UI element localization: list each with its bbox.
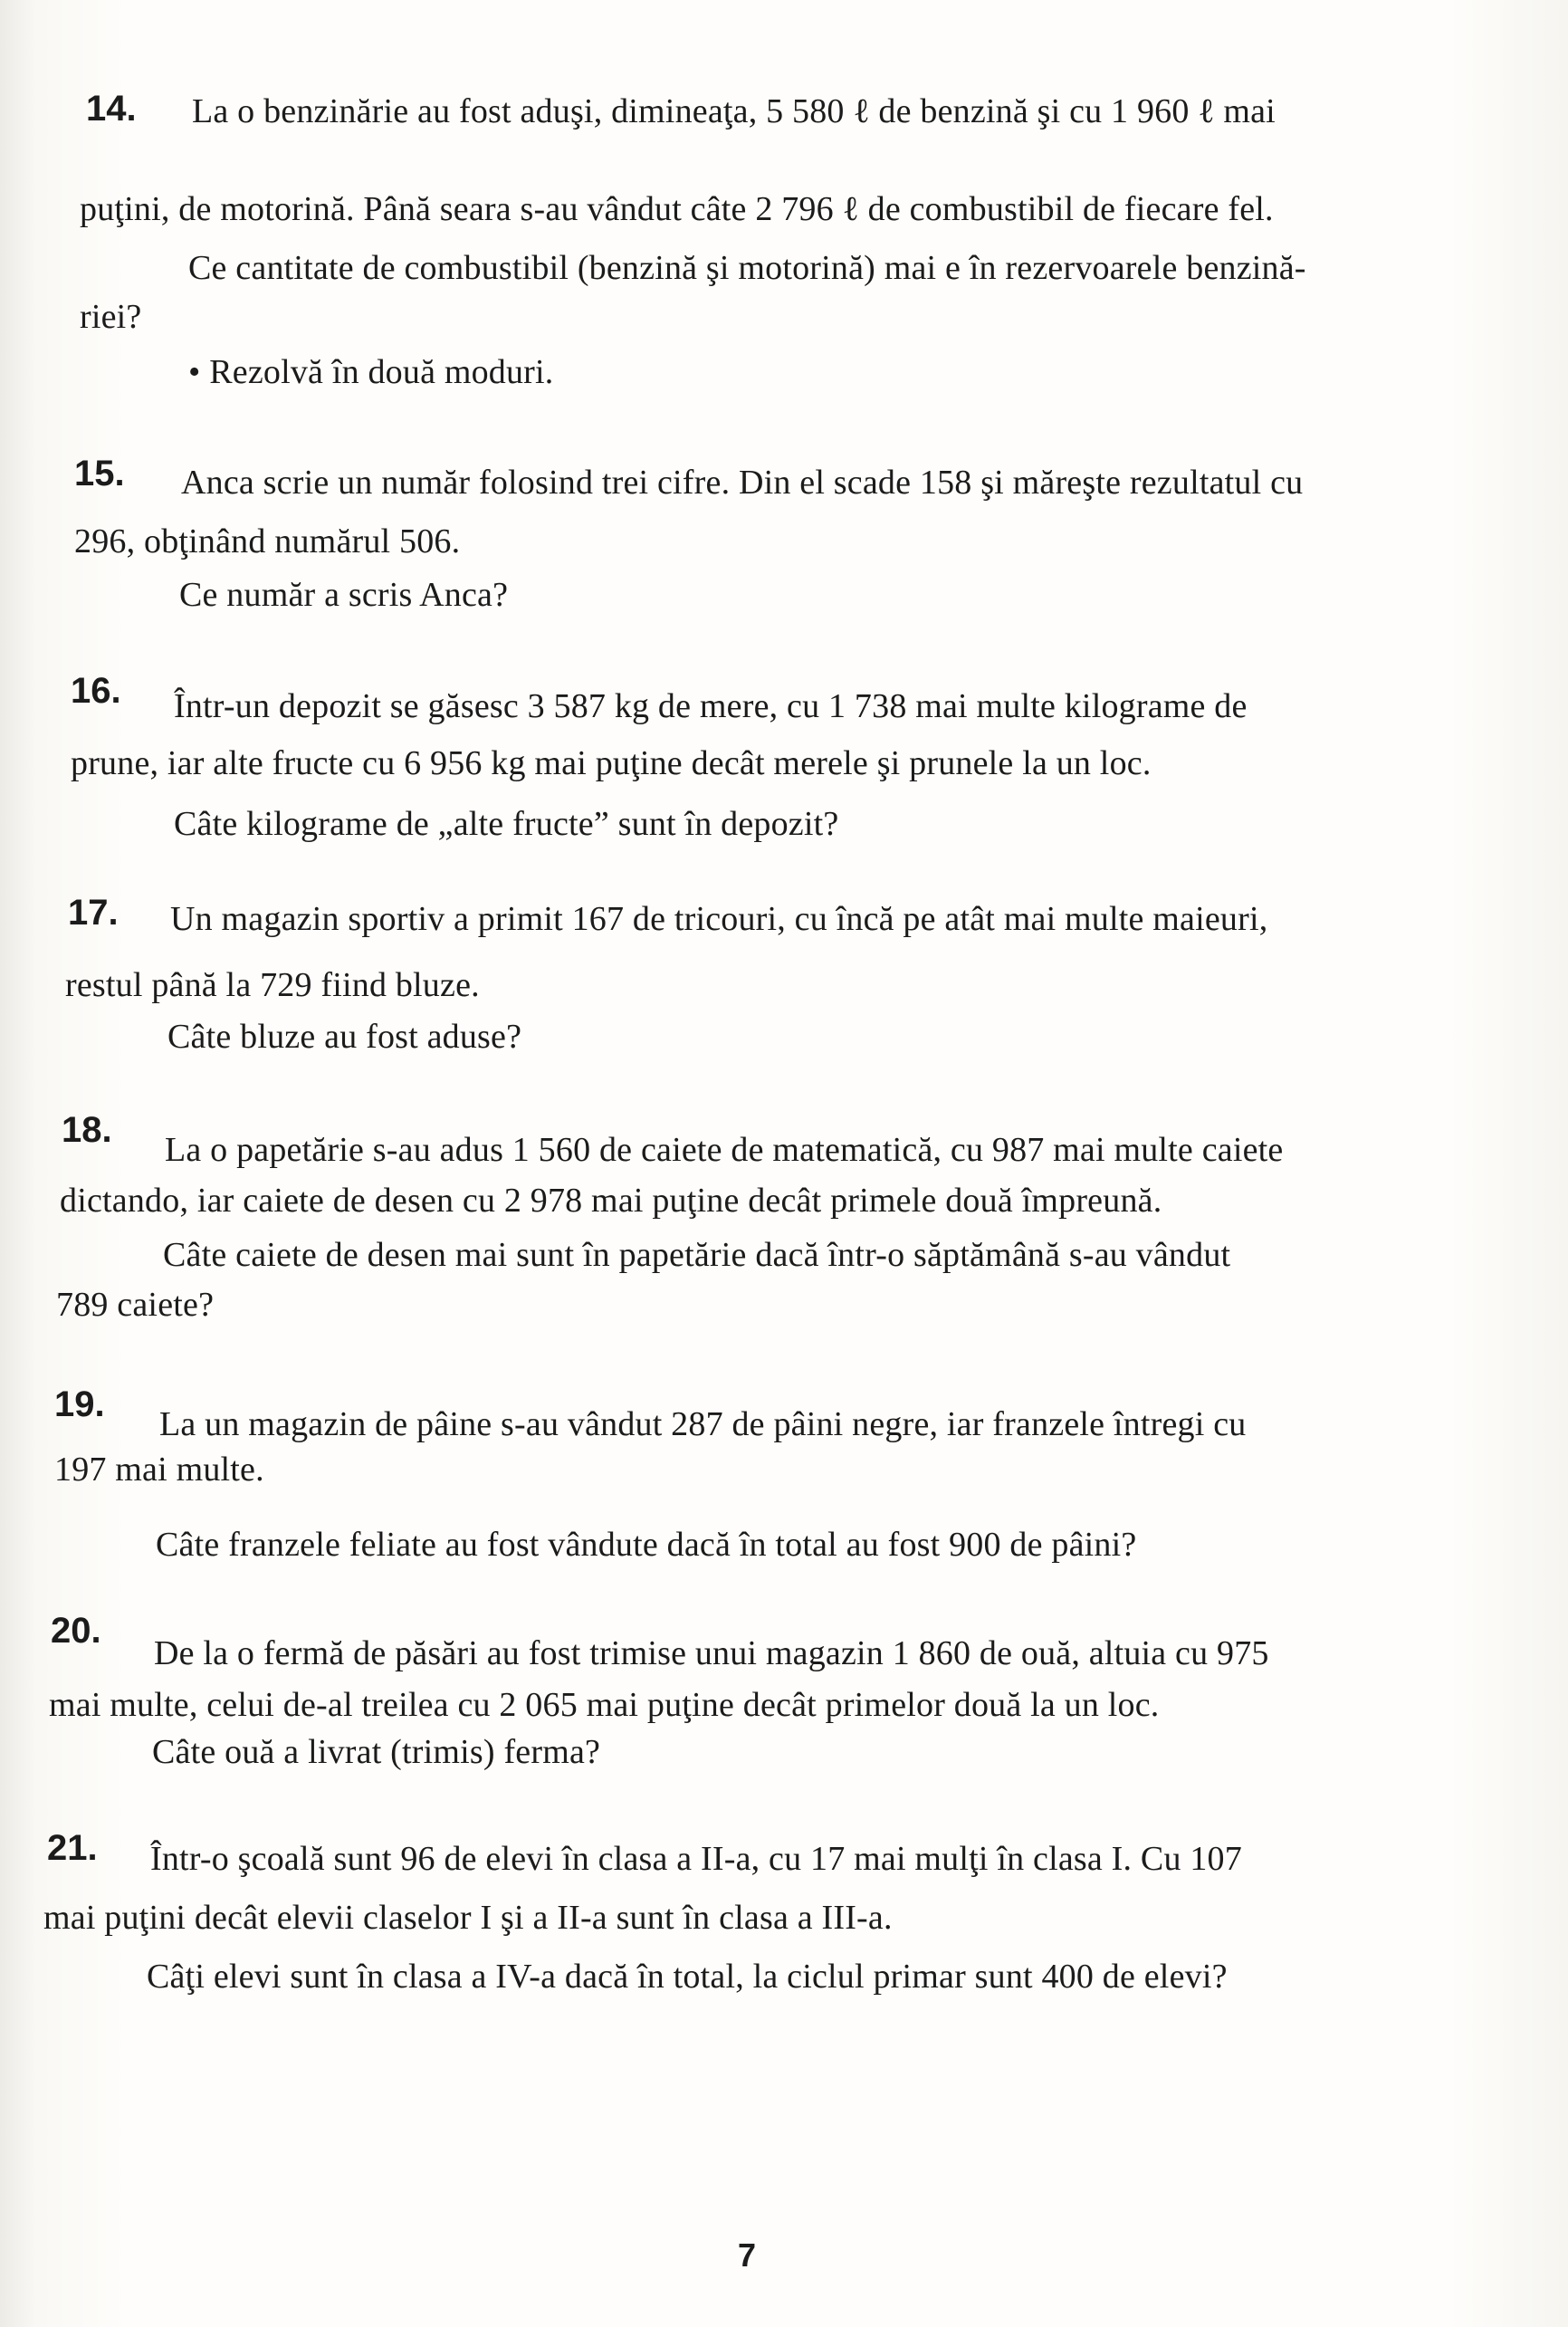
problem-text-line: mai puţini decât elevii claselor I şi a II-a sunt în clasa a III-a. <box>43 1899 893 1937</box>
problem-number: 20. <box>51 1611 101 1651</box>
problem-number: 21. <box>47 1828 98 1868</box>
problem-text-line: La o benzinărie au fost aduşi, dimineaţa, 5 580 ℓ de benzină şi cu 1 960 ℓ mai <box>192 92 1276 130</box>
problem-number: 18. <box>62 1110 112 1150</box>
problem-number: 17. <box>68 893 119 933</box>
problem-text-line: dictando, iar caiete de desen cu 2 978 mai puţine decât primele două împreună. <box>60 1182 1162 1220</box>
problem-text-line: Ce număr a scris Anca? <box>179 576 509 614</box>
problem-number: 19. <box>54 1384 105 1424</box>
problem-text-line: restul până la 729 fiind bluze. <box>65 966 480 1004</box>
problem-text-line: puţini, de motorină. Până seara s-au vândut câte 2 796 ℓ de combustibil de fiecare fel. <box>80 190 1274 228</box>
problem-number: 16. <box>71 671 121 711</box>
problem-text-line: Câte franzele feliate au fost vândute dacă în total au fost 900 de pâini? <box>156 1526 1137 1564</box>
problem-text-line: Câte bluze au fost aduse? <box>167 1018 522 1056</box>
problem-text-line: La o papetărie s-au adus 1 560 de caiete de matematică, cu 987 mai multe caiete <box>165 1131 1284 1169</box>
problem-text-line: Câte ouă a livrat (trimis) ferma? <box>152 1733 601 1771</box>
problem-text-line: La un magazin de pâine s-au vândut 287 de pâini negre, iar franzele întregi cu <box>159 1405 1247 1443</box>
problem-number: 15. <box>74 454 125 493</box>
problem-text-line: 296, obţinând numărul 506. <box>74 522 461 560</box>
problem-text-line: Ce cantitate de combustibil (benzină şi motorină) mai e în rezervoarele benzină- <box>188 249 1306 287</box>
problem-text-line: Un magazin sportiv a primit 167 de tricouri, cu încă pe atât mai multe maieuri, <box>170 900 1268 938</box>
problem-text-line: Câte caiete de desen mai sunt în papetărie dacă într-o săptămână s-au vândut <box>163 1236 1231 1274</box>
problem-text-line: Anca scrie un număr folosind trei cifre. Din el scade 158 şi măreşte rezultatul cu <box>181 464 1304 502</box>
problem-text-line: 197 mai multe. <box>54 1451 264 1489</box>
problem-text-line: mai multe, celui de-al treilea cu 2 065 mai puţine decât primelor două la un loc. <box>49 1686 1160 1724</box>
problem-text-line: • Rezolvă în două moduri. <box>188 353 554 391</box>
problem-text-line: De la o fermă de păsări au fost trimise unui magazin 1 860 de ouă, altuia cu 975 <box>154 1634 1269 1672</box>
page-number: 7 <box>738 2236 757 2274</box>
problem-text-line: prune, iar alte fructe cu 6 956 kg mai puţine decât merele şi prunele la un loc. <box>71 744 1152 782</box>
problem-text-line: riei? <box>80 298 142 336</box>
problem-text-line: Într-un depozit se găsesc 3 587 kg de mere, cu 1 738 mai multe kilograme de <box>174 687 1248 725</box>
problem-number: 14. <box>86 89 137 129</box>
problem-text-line: Câţi elevi sunt în clasa a IV-a dacă în total, la ciclul primar sunt 400 de elevi? <box>147 1958 1228 1996</box>
problem-text-line: Într-o şcoală sunt 96 de elevi în clasa a II-a, cu 17 mai mulţi în clasa I. Cu 107 <box>150 1840 1242 1878</box>
problem-text-line: Câte kilograme de „alte fructe” sunt în depozit? <box>174 805 839 843</box>
problem-text-line: 789 caiete? <box>56 1286 215 1324</box>
